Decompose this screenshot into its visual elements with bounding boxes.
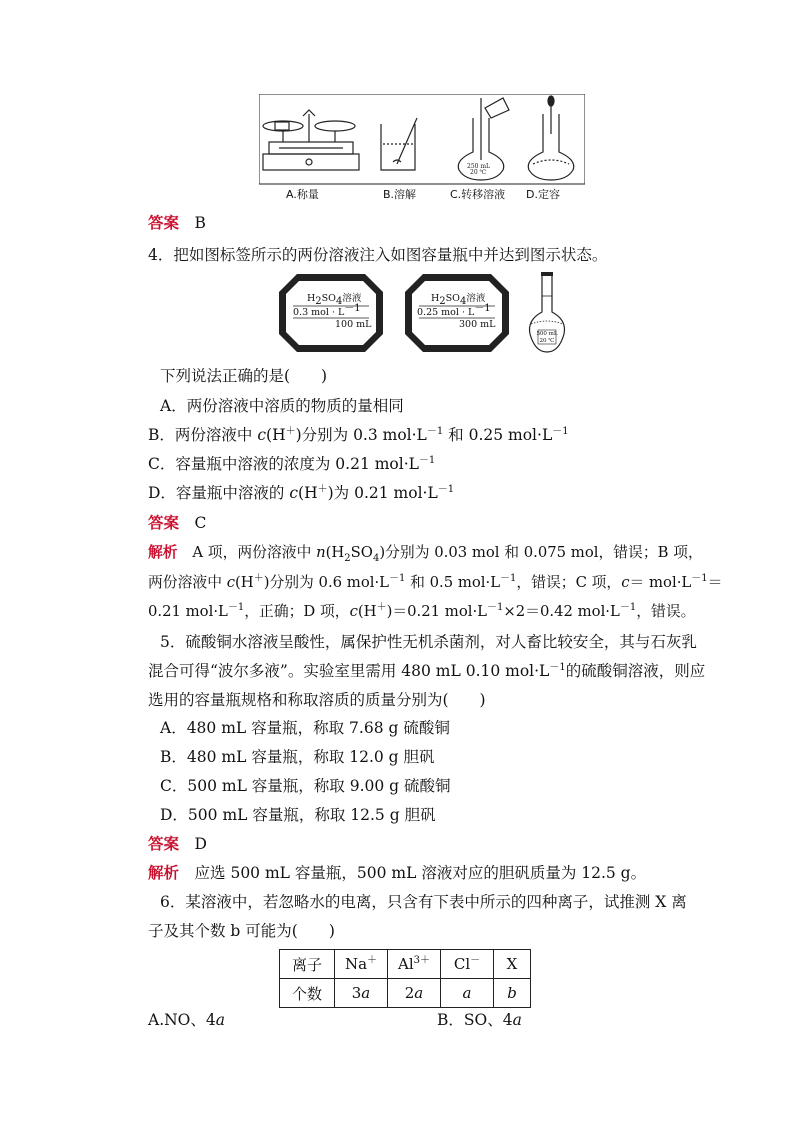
table-cell: 个数 <box>280 979 335 1008</box>
q4-answer: C <box>194 514 207 532</box>
q4-option-c: C．容量瓶中溶液的浓度为 0.21 $mol\cdot L^{-1}$ <box>148 454 436 473</box>
label1-name: 溶液 <box>342 293 362 304</box>
svg-text:250 mL: 250 mL <box>467 163 491 170</box>
q4-analysis-3: 0.21 $mol\cdot L^{-1}$，正确；D 项，c(H＋)＝0.21 $mol\cdot L^{-1}\times 2=0.42$ $mol\cdot L^{-1}$，错误。 <box>148 602 696 620</box>
q5-stem-2b: 的硫酸铜溶液，则应 <box>565 662 706 680</box>
table-cell: 2a <box>388 979 441 1008</box>
table-cell: X <box>494 950 531 979</box>
svg-text:20 ℃: 20 ℃ <box>470 169 487 176</box>
q5-stem-3: 选用的容量瓶规格和称取溶质的质量分别为( ) <box>148 691 486 709</box>
label1-formula: $H_2SO_4$溶液 <box>307 293 362 307</box>
q6-option-a: A.NO、4a <box>148 1011 226 1029</box>
q4-option-a: A．两份溶液中溶质的物质的量相同 <box>160 397 404 415</box>
table-cell: 3a <box>335 979 388 1008</box>
q4-analysis-2: 两份溶液中 c(H＋)分别为 0.6 $mol\cdot L^{-1}$ 和 0.5 $mol\cdot L^{-1}$，错误；C 项，$c= mol\cdot L^{-1}=$ <box>148 573 723 591</box>
table-cell: Na＋ <box>335 950 388 979</box>
q3-answer-line <box>148 213 206 233</box>
table-cell <box>441 979 494 1008</box>
answer-tag: 答案 <box>148 835 180 853</box>
table-cell <box>494 979 531 1008</box>
q5-option-d: D．500 mL 容量瓶，称取 12.5 g 胆矾 <box>160 806 436 824</box>
figure-label-d: D.定容 <box>526 188 560 201</box>
q5-analysis-text: 应选 500 mL 容量瓶，500 mL 溶液对应的胆矾质量为 12.5 g。 <box>194 864 647 882</box>
q6-stem-2: 子及其个数 b 可能为( ) <box>148 922 335 940</box>
label1-conc: 0.3 mol · $L^{-1}$ <box>293 302 361 318</box>
label2-formula: $H_2SO_4$溶液 <box>431 293 486 307</box>
table-cell: $Al^{3+}$ <box>388 950 441 979</box>
table-a: a <box>462 984 472 1002</box>
q6-option-b-text: B．SO、4 <box>437 1011 513 1029</box>
ion-table <box>279 949 531 1008</box>
q5-stem-2a: 混合可得“波尔多液”。实验室里需用 480 mL 0.10 mol·L <box>148 662 550 680</box>
table-cell: Cl－ <box>441 950 494 979</box>
q4-analysis-1: 解析 A 项，两份溶液中 $n(H_2SO_4)$分别为 0.03 mol 和 0.075 mol，错误；B 项， <box>148 544 703 564</box>
q5-stem-2: 混合可得“波尔多液”。实验室里需用 480 mL 0.10 $mol\cdot L^{-1}$的硫酸铜溶液，则应 <box>148 661 706 680</box>
figure-label-a: A.称量 <box>286 188 319 201</box>
balance-icon <box>263 110 359 170</box>
volumetric-flask-fixing-icon <box>528 96 573 180</box>
q5-option-b: B．480 mL 容量瓶，称取 12.0 g 胆矾 <box>160 748 435 766</box>
flask-marking <box>531 331 563 345</box>
label2-vol: 300 mL <box>459 319 496 330</box>
table-b: b <box>507 984 517 1002</box>
q4-answer-line <box>148 513 206 533</box>
q4-stem: 4．把如图标签所示的两份溶液注入如图容量瓶中并达到图示状态。 <box>148 246 608 264</box>
q5-answer-line <box>148 834 207 854</box>
volumetric-flask-transfer-icon <box>458 98 509 180</box>
table-cell: 离子 <box>280 950 335 979</box>
label2-name: 溶液 <box>466 293 486 304</box>
table-row <box>280 979 531 1008</box>
analysis-tag: 解析 <box>148 864 180 882</box>
q4-question: 下列说法正确的是( ) <box>160 367 328 385</box>
q4-option-d: D．容量瓶中溶液的 c(H＋)为 0.21 $mol\cdot L^{-1}$ <box>148 483 455 502</box>
label2-conc: 0.25 mol · $L^{-1}$ <box>417 302 491 318</box>
figure-label-c: C.转移溶液 <box>450 188 506 201</box>
q5-stem-1: 5．硫酸铜水溶液呈酸性，属保护性无机杀菌剂，对人畜比较安全，其与石灰乳 <box>160 633 697 651</box>
q5-analysis <box>148 863 646 883</box>
q6-option-a-text: A.NO、4 <box>148 1011 216 1029</box>
q6-option-b: B．SO、4a <box>437 1011 522 1029</box>
flask-temp: 20 ℃ <box>539 338 555 344</box>
solution-label-2 <box>405 274 509 352</box>
label1-conc-text: 0.3 mol · L <box>293 307 345 318</box>
label1-vol: 100 mL <box>335 319 372 330</box>
beaker-icon <box>381 118 417 170</box>
label2-conc-text: 0.25 mol · L <box>417 307 475 318</box>
q4-option-b: B．两份溶液中 c(H＋)分别为 0.3 $mol\cdot L^{-1}$ 和 0.25 $mol\cdot L^{-1}$ <box>148 425 569 444</box>
answer-tag: 答案 <box>148 514 180 532</box>
q5-option-c: C．500 mL 容量瓶，称取 9.00 g 硫酸铜 <box>160 777 451 795</box>
analysis-tag: 解析 <box>148 544 178 561</box>
q5-option-a: A．480 mL 容量瓶，称取 7.68 g 硫酸铜 <box>160 719 450 737</box>
q5-answer: D <box>194 835 207 853</box>
flask-volume: 500 mL <box>536 331 558 337</box>
table-row <box>280 950 531 979</box>
q6-stem-1: 6．某溶液中，若忽略水的电离，只含有下表中所示的四种离子，试推测 X 离 <box>160 893 687 911</box>
figure-label-b: B.溶解 <box>383 188 417 201</box>
answer-tag: 答案 <box>148 214 180 232</box>
solution-label-1 <box>279 274 383 352</box>
q3-answer: B <box>194 214 206 232</box>
